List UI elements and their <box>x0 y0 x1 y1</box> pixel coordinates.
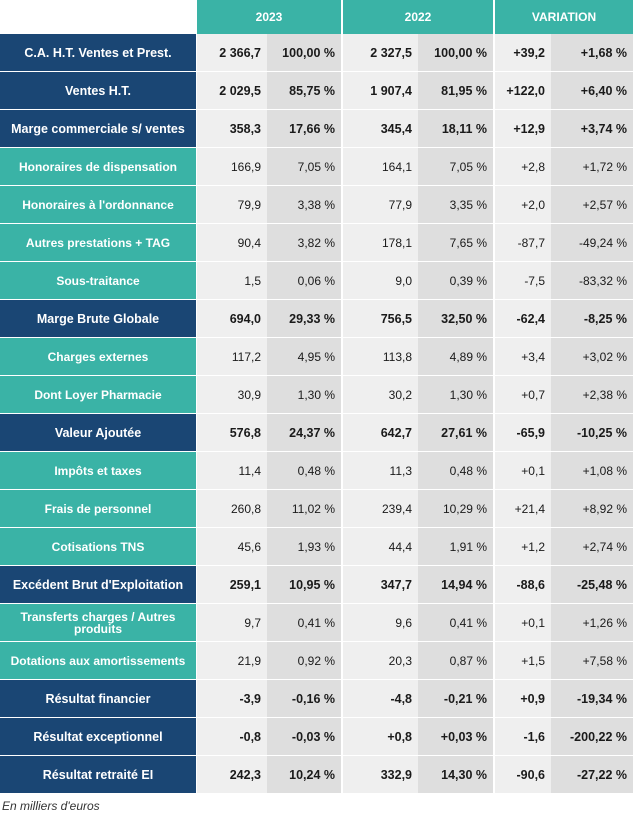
percent-2022: 0,87 % <box>418 642 495 679</box>
percent-2022: 7,65 % <box>418 224 495 261</box>
row-label: Sous-traitance <box>0 262 197 299</box>
table-row <box>0 680 633 718</box>
value-2023: 30,9 <box>197 376 267 413</box>
value-2023: 2 366,7 <box>197 34 267 71</box>
table-row <box>0 718 633 756</box>
table-row <box>0 604 633 642</box>
table-row <box>0 110 633 148</box>
percent-2023: 100,00 % <box>267 34 343 71</box>
variation-percent: +8,92 % <box>551 490 633 527</box>
row-label: Marge Brute Globale <box>0 300 197 337</box>
value-2022: 77,9 <box>343 186 418 223</box>
variation-percent: +1,08 % <box>551 452 633 489</box>
value-2022: 756,5 <box>343 300 418 337</box>
value-2022: 2 327,5 <box>343 34 418 71</box>
variation-percent: +1,72 % <box>551 148 633 185</box>
table-row <box>0 756 633 794</box>
percent-2022: 32,50 % <box>418 300 495 337</box>
value-2022: 9,6 <box>343 604 418 641</box>
value-2022: -4,8 <box>343 680 418 717</box>
row-label: Excédent Brut d'Exploitation <box>0 566 197 603</box>
value-2022: 178,1 <box>343 224 418 261</box>
row-label: Autres prestations + TAG <box>0 224 197 261</box>
percent-2022: -0,21 % <box>418 680 495 717</box>
percent-2023: 1,30 % <box>267 376 343 413</box>
row-label: Valeur Ajoutée <box>0 414 197 451</box>
variation-absolute: -1,6 <box>495 718 551 755</box>
percent-2023: 17,66 % <box>267 110 343 147</box>
row-label: Dont Loyer Pharmacie <box>0 376 197 413</box>
variation-percent: -200,22 % <box>551 718 633 755</box>
variation-percent: +3,02 % <box>551 338 633 375</box>
percent-2022: +0,03 % <box>418 718 495 755</box>
value-2023: 576,8 <box>197 414 267 451</box>
variation-percent: +3,74 % <box>551 110 633 147</box>
variation-absolute: +122,0 <box>495 72 551 109</box>
percent-2022: 14,30 % <box>418 756 495 793</box>
value-2022: 30,2 <box>343 376 418 413</box>
row-label: Résultat financier <box>0 680 197 717</box>
table-row <box>0 34 633 72</box>
percent-2023: 0,06 % <box>267 262 343 299</box>
percent-2023: 11,02 % <box>267 490 343 527</box>
value-2022: 347,7 <box>343 566 418 603</box>
table-row <box>0 490 633 528</box>
header-variation: VARIATION <box>495 0 633 34</box>
value-2022: 1 907,4 <box>343 72 418 109</box>
table-row <box>0 566 633 604</box>
table-row <box>0 338 633 376</box>
value-2022: 239,4 <box>343 490 418 527</box>
percent-2023: 0,48 % <box>267 452 343 489</box>
percent-2023: 0,92 % <box>267 642 343 679</box>
value-2022: +0,8 <box>343 718 418 755</box>
percent-2022: 0,41 % <box>418 604 495 641</box>
variation-absolute: +3,4 <box>495 338 551 375</box>
percent-2023: -0,16 % <box>267 680 343 717</box>
percent-2022: 27,61 % <box>418 414 495 451</box>
table-row <box>0 642 633 680</box>
variation-percent: -25,48 % <box>551 566 633 603</box>
value-2023: 21,9 <box>197 642 267 679</box>
value-2023: 260,8 <box>197 490 267 527</box>
table-row <box>0 72 633 110</box>
percent-2023: 4,95 % <box>267 338 343 375</box>
value-2022: 345,4 <box>343 110 418 147</box>
value-2022: 11,3 <box>343 452 418 489</box>
table-row <box>0 376 633 414</box>
value-2023: 259,1 <box>197 566 267 603</box>
percent-2022: 0,48 % <box>418 452 495 489</box>
variation-percent: +2,57 % <box>551 186 633 223</box>
value-2022: 642,7 <box>343 414 418 451</box>
table-row <box>0 528 633 566</box>
variation-absolute: +2,0 <box>495 186 551 223</box>
row-label: Dotations aux amortissements <box>0 642 197 679</box>
percent-2023: 24,37 % <box>267 414 343 451</box>
variation-percent: +2,74 % <box>551 528 633 565</box>
row-label: C.A. H.T. Ventes et Prest. <box>0 34 197 71</box>
value-2023: 45,6 <box>197 528 267 565</box>
value-2023: 242,3 <box>197 756 267 793</box>
variation-absolute: +12,9 <box>495 110 551 147</box>
variation-percent: -49,24 % <box>551 224 633 261</box>
variation-absolute: +1,2 <box>495 528 551 565</box>
percent-2022: 3,35 % <box>418 186 495 223</box>
variation-absolute: -65,9 <box>495 414 551 451</box>
percent-2023: 0,41 % <box>267 604 343 641</box>
value-2023: 166,9 <box>197 148 267 185</box>
table-row <box>0 262 633 300</box>
percent-2022: 100,00 % <box>418 34 495 71</box>
variation-percent: -10,25 % <box>551 414 633 451</box>
table-row <box>0 148 633 186</box>
percent-2022: 4,89 % <box>418 338 495 375</box>
value-2023: 9,7 <box>197 604 267 641</box>
value-2022: 20,3 <box>343 642 418 679</box>
variation-percent: +6,40 % <box>551 72 633 109</box>
value-2023: 1,5 <box>197 262 267 299</box>
variation-absolute: -7,5 <box>495 262 551 299</box>
percent-2022: 1,91 % <box>418 528 495 565</box>
percent-2022: 7,05 % <box>418 148 495 185</box>
row-label: Ventes H.T. <box>0 72 197 109</box>
variation-absolute: +0,9 <box>495 680 551 717</box>
row-label: Marge commerciale s/ ventes <box>0 110 197 147</box>
percent-2023: 7,05 % <box>267 148 343 185</box>
percent-2023: 29,33 % <box>267 300 343 337</box>
row-label: Charges externes <box>0 338 197 375</box>
row-label: Impôts et taxes <box>0 452 197 489</box>
value-2023: -3,9 <box>197 680 267 717</box>
row-label: Transferts charges / Autres produits <box>0 604 197 641</box>
value-2022: 113,8 <box>343 338 418 375</box>
variation-absolute: +0,1 <box>495 604 551 641</box>
variation-percent: +7,58 % <box>551 642 633 679</box>
percent-2023: 10,95 % <box>267 566 343 603</box>
variation-absolute: +39,2 <box>495 34 551 71</box>
row-label: Résultat exceptionnel <box>0 718 197 755</box>
row-label: Résultat retraité EI <box>0 756 197 793</box>
variation-percent: -8,25 % <box>551 300 633 337</box>
percent-2023: 10,24 % <box>267 756 343 793</box>
variation-absolute: -90,6 <box>495 756 551 793</box>
variation-percent: +1,68 % <box>551 34 633 71</box>
variation-absolute: +21,4 <box>495 490 551 527</box>
value-2022: 164,1 <box>343 148 418 185</box>
table-header <box>197 0 633 34</box>
variation-percent: -27,22 % <box>551 756 633 793</box>
value-2022: 9,0 <box>343 262 418 299</box>
variation-absolute: -88,6 <box>495 566 551 603</box>
footnote: En milliers d'euros <box>2 799 100 813</box>
table-row <box>0 452 633 490</box>
header-2022: 2022 <box>343 0 495 34</box>
variation-absolute: +0,7 <box>495 376 551 413</box>
variation-absolute: +0,1 <box>495 452 551 489</box>
value-2023: 694,0 <box>197 300 267 337</box>
header-2023: 2023 <box>197 0 343 34</box>
value-2023: 2 029,5 <box>197 72 267 109</box>
row-label: Cotisations TNS <box>0 528 197 565</box>
table-row <box>0 414 633 452</box>
value-2023: 90,4 <box>197 224 267 261</box>
value-2023: 117,2 <box>197 338 267 375</box>
percent-2023: 3,82 % <box>267 224 343 261</box>
table-row <box>0 186 633 224</box>
value-2022: 44,4 <box>343 528 418 565</box>
percent-2023: 3,38 % <box>267 186 343 223</box>
percent-2023: -0,03 % <box>267 718 343 755</box>
row-label: Honoraires à l'ordonnance <box>0 186 197 223</box>
percent-2022: 0,39 % <box>418 262 495 299</box>
percent-2022: 18,11 % <box>418 110 495 147</box>
row-label: Frais de personnel <box>0 490 197 527</box>
variation-absolute: -87,7 <box>495 224 551 261</box>
table-row <box>0 224 633 262</box>
row-label: Honoraires de dispensation <box>0 148 197 185</box>
variation-absolute: +1,5 <box>495 642 551 679</box>
value-2023: 11,4 <box>197 452 267 489</box>
percent-2022: 1,30 % <box>418 376 495 413</box>
percent-2023: 85,75 % <box>267 72 343 109</box>
variation-percent: -19,34 % <box>551 680 633 717</box>
value-2023: -0,8 <box>197 718 267 755</box>
percent-2022: 14,94 % <box>418 566 495 603</box>
variation-percent: -83,32 % <box>551 262 633 299</box>
percent-2022: 81,95 % <box>418 72 495 109</box>
variation-percent: +2,38 % <box>551 376 633 413</box>
value-2023: 358,3 <box>197 110 267 147</box>
percent-2023: 1,93 % <box>267 528 343 565</box>
value-2023: 79,9 <box>197 186 267 223</box>
percent-2022: 10,29 % <box>418 490 495 527</box>
variation-absolute: -62,4 <box>495 300 551 337</box>
variation-percent: +1,26 % <box>551 604 633 641</box>
value-2022: 332,9 <box>343 756 418 793</box>
table-body <box>0 34 633 794</box>
variation-absolute: +2,8 <box>495 148 551 185</box>
table-row <box>0 300 633 338</box>
